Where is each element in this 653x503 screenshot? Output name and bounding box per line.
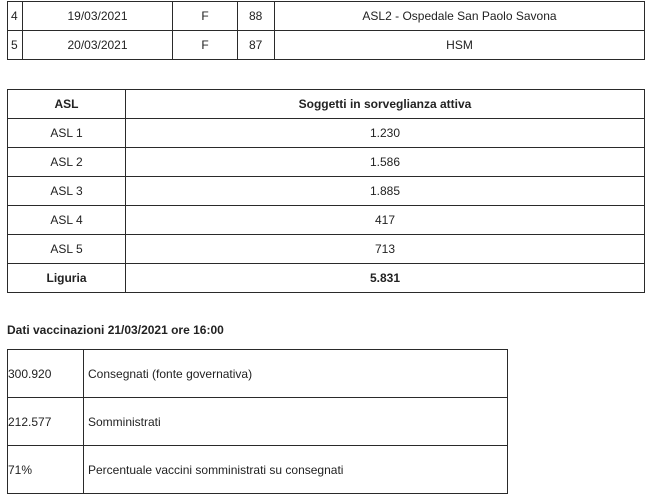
asl-name: ASL 1 — [8, 119, 126, 148]
subjects-count: 1.586 — [126, 148, 645, 177]
vaccine-value: 300.920 — [8, 350, 84, 398]
table-row — [8, 31, 645, 60]
vaccine-value: 212.577 — [8, 398, 84, 446]
age: 87 — [238, 31, 275, 60]
death-date: 19/03/2021 — [23, 2, 173, 31]
subjects-count: 1.230 — [126, 119, 645, 148]
asl-name: ASL 4 — [8, 206, 126, 235]
table-row — [8, 398, 508, 446]
place: HSM — [275, 31, 645, 60]
asl-name: ASL 2 — [8, 148, 126, 177]
vaccine-label: Somministrati — [84, 398, 508, 446]
asl-name: ASL 3 — [8, 177, 126, 206]
subjects-column-header: Soggetti in sorveglianza attiva — [126, 90, 645, 119]
death-date: 20/03/2021 — [23, 31, 173, 60]
deaths-table — [7, 1, 645, 60]
subjects-count: 1.885 — [126, 177, 645, 206]
place: ASL2 - Ospedale San Paolo Savona — [275, 2, 645, 31]
table-row — [8, 446, 508, 494]
vaccination-table — [7, 349, 508, 494]
vaccine-label: Consegnati (fonte governativa) — [84, 350, 508, 398]
table-row — [8, 235, 645, 264]
subjects-count: 417 — [126, 206, 645, 235]
asl-column-header: ASL — [8, 90, 126, 119]
table-row — [8, 119, 645, 148]
table-row — [8, 206, 645, 235]
row-number: 4 — [8, 2, 23, 31]
vaccine-label: Percentuale vaccini somministrati su consegnati — [84, 446, 508, 494]
table-header-row — [8, 90, 645, 119]
table-row — [8, 148, 645, 177]
subjects-count: 713 — [126, 235, 645, 264]
total-row — [8, 264, 645, 293]
row-number: 5 — [8, 31, 23, 60]
age: 88 — [238, 2, 275, 31]
vaccine-value: 71% — [8, 446, 84, 494]
table-row — [8, 177, 645, 206]
vaccination-title: Dati vaccinazioni 21/03/2021 ore 16:00 — [7, 323, 224, 337]
table-row — [8, 2, 645, 31]
table-row — [8, 350, 508, 398]
asl-name: ASL 5 — [8, 235, 126, 264]
surveillance-table — [7, 89, 645, 293]
sex: F — [173, 31, 238, 60]
sex: F — [173, 2, 238, 31]
total-value: 5.831 — [126, 264, 645, 293]
total-label: Liguria — [8, 264, 126, 293]
